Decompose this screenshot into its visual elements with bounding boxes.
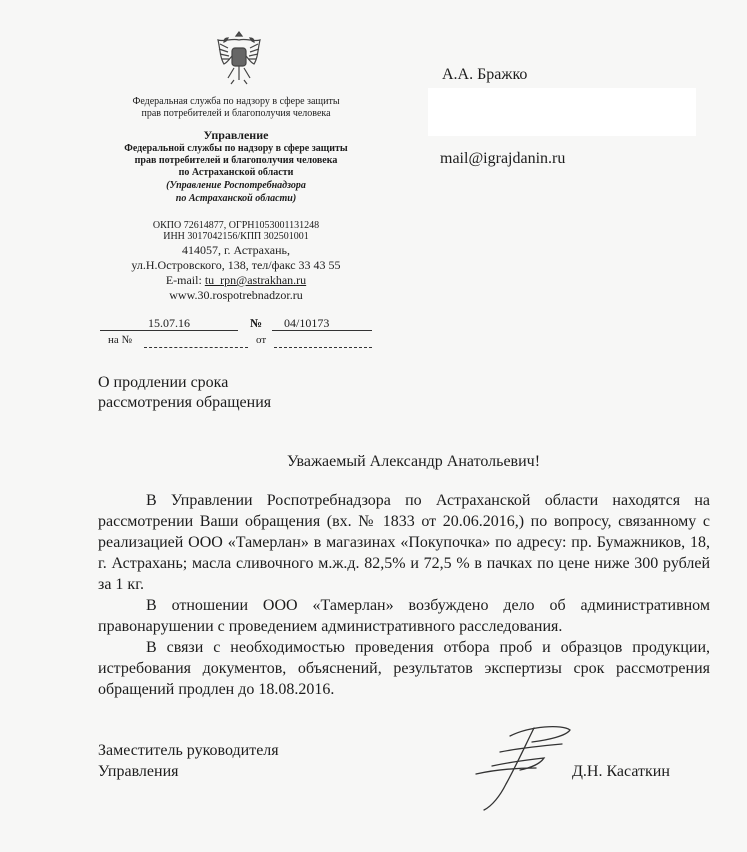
department-title: Управление (203, 128, 269, 142)
outgoing-date: 15.07.16 (148, 316, 190, 330)
subject-line1: О продлении срока (98, 374, 229, 391)
from-label: от (256, 334, 267, 346)
signer-name: Д.Н. Касаткин (572, 763, 670, 780)
salutation: Уважаемый Александр Анатольевич! (287, 453, 541, 470)
reply-to-underline (144, 347, 248, 348)
department-line1: Федеральной службы по надзору в сфере защиты (124, 143, 348, 154)
department-short-name2: по Астраханской области) (175, 193, 297, 204)
okpo-ogrn: ОКПО 72614877, ОГРН1053001131248 (152, 220, 320, 231)
recipient-email[interactable]: mail@igrajdanin.ru (440, 150, 566, 167)
inn-kpp: ИНН 3017042156/КПП 302501001 (163, 231, 309, 242)
emblem-of-russia-icon (214, 28, 264, 86)
body-paragraph-1: В Управлении Роспотребнадзора по Астраханской области находятся на рассмотрении Ваши обращения (вх. № 1833 от 20.06.2016,) по вопросу, связанному с реализацией ООО «Тамерлан» в магазинах «Покупочка» по адресу: пр. Бумажников, 18, г. Астрахань; масла сливочного м.ж.д. 82,5% и 72,5 % в пачках по цене ниже 300 рублей за 1 кг. (98, 492, 710, 593)
sender-email: E-mail: tu_rpn@astrakhan.ru (165, 273, 307, 287)
sender-website: www.30.rospotrebnadzor.ru (169, 288, 303, 302)
department-short-name1: (Управление Роспотребнадзора (166, 180, 306, 191)
handwritten-signature-icon (470, 722, 590, 814)
outgoing-number: 04/10173 (284, 316, 330, 330)
reply-to-label: на № (108, 334, 133, 346)
signer-position-line2: Управления (98, 763, 179, 780)
department-line2: прав потребителей и благополучия человека (134, 155, 338, 166)
address-line1: 414057, г. Астрахань, (181, 243, 291, 257)
body-paragraph-3: В связи с необходимостью проведения отбора проб и образцов продукции, истребования документов, объяснений, результатов экспертизы срок рассмотрения обращений продлен до 18.08.2016. (98, 639, 710, 698)
agency-name-line2: прав потребителей и благополучия человека (141, 108, 331, 119)
body-paragraph-2: В отношении ООО «Тамерлан» возбуждено дело об административном правонарушении с проведением административного расследования. (98, 597, 710, 635)
number-label: № (250, 316, 263, 330)
department-line3: по Астраханской области (178, 167, 294, 178)
redacted-address-box (428, 88, 696, 136)
signer-position-line1: Заместитель руководителя (98, 742, 279, 759)
address-line2: ул.Н.Островского, 138, тел/факс 33 43 55 (131, 258, 341, 272)
sender-email-link[interactable]: tu_rpn@astrakhan.ru (204, 273, 307, 287)
recipient-name: А.А. Бражко (442, 66, 528, 83)
from-underline (274, 347, 372, 348)
subject-line2: рассмотрения обращения (98, 394, 272, 411)
agency-name-line1: Федеральная служба по надзору в сфере защиты (132, 96, 340, 107)
